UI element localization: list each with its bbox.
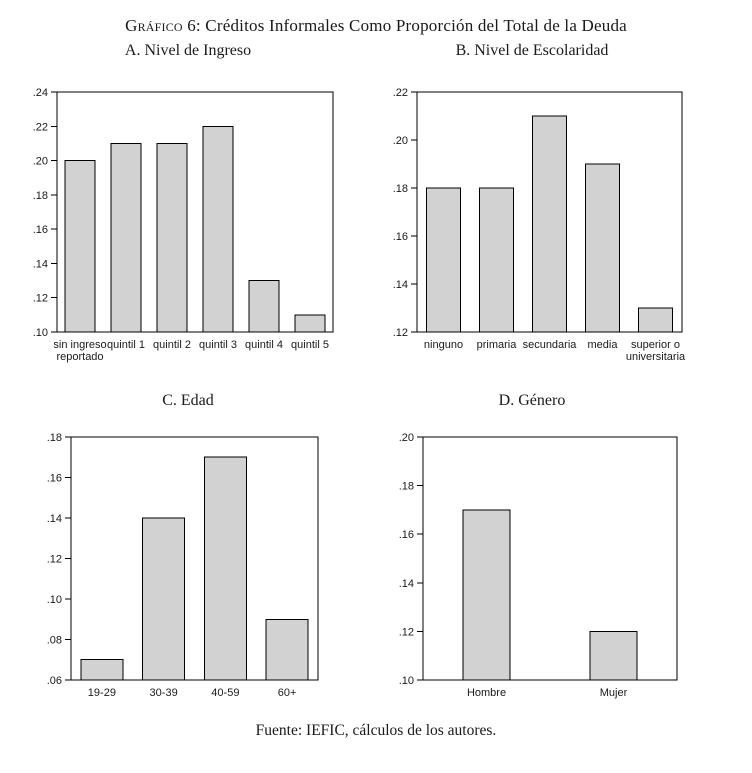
bar (203, 126, 233, 332)
y-tick-label: .14 (46, 513, 62, 525)
figure-title-rest: 6: Créditos Informales Como Proporción del Total de la Deuda (182, 16, 627, 35)
y-tick-label: .20 (32, 155, 48, 168)
x-category-label (626, 339, 686, 363)
y-tick-label: .18 (32, 189, 48, 202)
y-tick-label: .10 (32, 327, 48, 339)
bar (427, 188, 461, 332)
y-tick-label: .12 (398, 626, 414, 639)
bar (639, 308, 673, 332)
bar (463, 510, 510, 680)
y-tick-label: .14 (398, 577, 414, 590)
y-tick-label: .16 (46, 472, 62, 485)
x-category-label-line: quintil 3 (199, 339, 237, 351)
x-category-label (199, 339, 237, 351)
x-category-label-line: 19-29 (87, 687, 116, 699)
y-tick-label: .12 (392, 327, 408, 339)
x-category-label (245, 339, 283, 351)
panel-c-title: C. Edad (162, 392, 214, 409)
x-category-label (211, 687, 239, 699)
x-category-label-line: 60+ (277, 687, 297, 699)
y-tick-label: .16 (32, 224, 48, 237)
x-category-label-line: Mujer (599, 687, 628, 699)
panel-b-chart (360, 78, 752, 378)
y-tick-label: .24 (32, 87, 48, 99)
x-category-label (107, 339, 145, 351)
y-tick-label: .06 (46, 675, 62, 687)
bar (111, 143, 141, 332)
y-tick-label: .08 (46, 634, 62, 647)
x-category-label-line: 30-39 (149, 687, 178, 699)
figure-source-note: Fuente: IEFIC, cálculos de los autores. (255, 722, 497, 739)
x-category-label-line: quintil 1 (107, 339, 145, 351)
y-tick-label: .10 (46, 594, 62, 606)
x-category-label-line: 40-59 (211, 687, 240, 699)
plot-frame (57, 92, 333, 332)
x-category-label-line: primaria (476, 339, 517, 351)
y-tick-label: .22 (32, 121, 48, 134)
x-category-label (477, 339, 518, 351)
x-category-label-line: reportado (56, 351, 104, 363)
bar (266, 619, 308, 680)
x-category-label-line: quintil 4 (245, 339, 283, 351)
panel-d-title: D. Género (498, 392, 566, 409)
x-category-label (588, 339, 619, 351)
bar (65, 161, 95, 332)
x-category-label (278, 687, 297, 699)
y-tick-label: .12 (46, 553, 62, 566)
figure-title-word: Gráfico (125, 16, 183, 35)
bar (81, 660, 123, 680)
panel-d-chart (360, 423, 752, 713)
bar (590, 631, 637, 680)
x-category-label-line: Hombre (466, 687, 507, 699)
y-tick-label: .18 (46, 432, 62, 444)
x-category-label-line: superior o (631, 339, 680, 351)
x-category-label (153, 339, 191, 351)
bar (295, 315, 325, 332)
x-category-label (467, 687, 506, 699)
y-tick-label: .20 (392, 135, 408, 147)
bar (143, 518, 185, 680)
x-category-label (523, 339, 578, 351)
y-tick-label: .18 (392, 183, 408, 195)
x-category-label-line: ninguno (423, 339, 464, 351)
x-category-label-line: secundaria (522, 339, 577, 351)
bar (157, 143, 187, 332)
y-tick-label: .20 (398, 432, 414, 444)
x-category-label (88, 687, 116, 699)
bar (480, 188, 514, 332)
x-category-label (150, 687, 178, 699)
y-tick-label: .16 (392, 231, 408, 243)
panel-a-title: A. Nivel de Ingreso (124, 42, 252, 59)
y-tick-label: .10 (398, 675, 414, 687)
x-category-label-line: universitaria (625, 351, 686, 363)
y-tick-label: .22 (392, 87, 408, 99)
x-category-label-line: sin ingreso (53, 339, 107, 351)
panel-c-chart (0, 423, 376, 713)
y-tick-label: .16 (398, 529, 414, 542)
figure-title (0, 16, 752, 36)
x-category-label (600, 687, 628, 699)
bar (204, 457, 246, 680)
bar (249, 281, 279, 332)
bar (533, 116, 567, 332)
x-category-label (291, 339, 329, 351)
y-tick-label: .14 (392, 279, 408, 291)
plot-frame (423, 437, 677, 680)
x-category-label (424, 339, 463, 351)
x-category-label-line: quintil 5 (291, 339, 329, 351)
panel-a-chart (0, 78, 376, 378)
y-tick-label: .14 (32, 258, 48, 271)
x-category-label (53, 339, 106, 363)
y-tick-label: .12 (32, 292, 48, 305)
y-tick-label: .18 (398, 480, 414, 493)
panel-b-title: B. Nivel de Escolaridad (455, 42, 609, 59)
x-category-label-line: quintil 2 (153, 339, 191, 351)
bar (586, 164, 620, 332)
x-category-label-line: media (587, 339, 618, 351)
